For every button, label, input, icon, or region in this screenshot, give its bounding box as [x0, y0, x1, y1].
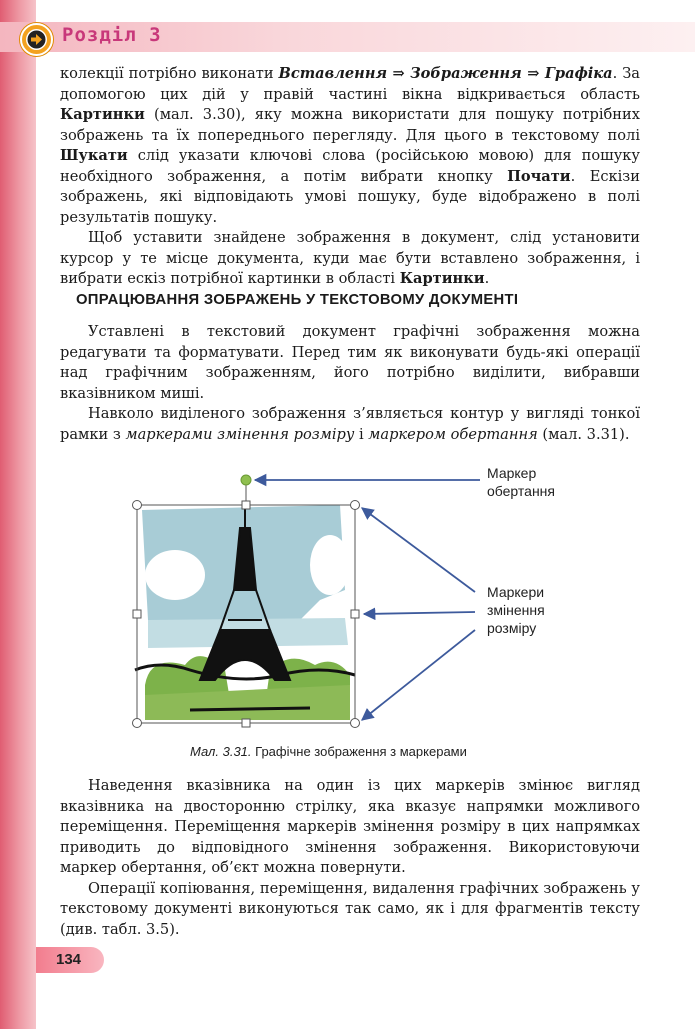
paragraph-3: Уставлені в текстовий документ графічні зображення можна редагувати та форматувати. Перед тим як виконувати будь-які операції над графічним зображенням, його потрібно виділити, вибравши вказівником миші. Навколо виділеного зображення з’являється контур у вигляді тонкої рамки з маркерами змінення розміру і маркером обертання (мал. 3.31). — [60, 322, 640, 445]
label-rotation-marker: Маркер обертання — [487, 465, 555, 499]
resize-handle-tr — [351, 501, 360, 510]
paragraph-5: Наведення вказівника на один із цих маркерів змінює вигляд вказівника на двосторонню стрілку, яка вказує напрямки можливого переміщення. Переміщення маркерів змінення розміру в цих напрямках приводить до відповідного змінення зображення. Використовуючи маркер обертання, об’єкт можна повернути. Операції копіювання, переміщення, видалення графічних зображень у текстовому документі виконуються так само, як і для фрагментів тексту (див. табл. 3.5). — [60, 776, 640, 940]
page-number: 134 — [36, 947, 104, 973]
resize-handle-br — [351, 719, 360, 728]
paragraph-4: Навколо виділеного зображення з’являється контур у вигляді тонкої рамки з маркерами змінення розміру і маркером обертання (мал. 3.31). — [60, 405, 640, 443]
paragraph-6: Операції копіювання, переміщення, видалення графічних зображень у текстовому документі виконуються так само, як і для фрагментів тексту (див. табл. 3.5). — [60, 879, 640, 938]
resize-handle-tl — [133, 501, 142, 510]
label-resize-markers: Маркери змінення розміру — [487, 584, 545, 636]
cloud — [310, 535, 350, 595]
ground-line — [190, 708, 310, 710]
resize-handle-right — [351, 610, 359, 618]
section-heading: ОПРАЦЮВАННЯ ЗОБРАЖЕНЬ У ТЕКСТОВОМУ ДОКУМЕНТІ — [76, 292, 519, 308]
resize-handle-bl — [133, 719, 142, 728]
resize-handle-bottom — [242, 719, 250, 727]
resize-handle-top — [242, 501, 250, 509]
section-title: Розділ 3 — [62, 24, 162, 46]
arrow-to-br — [362, 630, 475, 720]
resize-handle-left — [133, 610, 141, 618]
figure-caption: Мал. 3.31. Графічне зображення з маркерами — [190, 744, 467, 759]
arrow-right-icon — [26, 29, 47, 50]
paragraph-1: колекції потрібно виконати Вставлення ⇒ Зображення ⇒ Графіка. За допомогою цих дій у правій частині вікна відкривається область Картинки (мал. 3.30), яку можна використати для пошуку потрібних зображень та їх попереднього перегляду. Для цього в текстовому полі Шукати слід указати ключові слова (російською мовою) для пошуку необхідного зображення, а потім вибрати кнопку Почати. Ескізи зображень, які відповідають умові пошуку, буде відображено в полі результатів пошуку. Щоб уставити знайдене зображення в документ, слід установити курсор у те місце документа, куди має бути вставлено зображення, і вибрати ескіз потрібної картинки в області Картинки. — [60, 64, 640, 290]
section-arrow-button — [20, 23, 53, 56]
rotation-handle — [241, 475, 251, 485]
arrow-to-tr — [362, 508, 475, 592]
cloud — [145, 550, 205, 600]
paragraph-2: Щоб уставити знайдене зображення в документ, слід установити курсор у те місце документа, куди має бути вставлено зображення, і вибрати ескіз потрібної картинки в області Картинки. — [60, 229, 640, 287]
left-decorative-bar — [0, 0, 36, 1029]
arrow-to-right — [364, 612, 475, 614]
